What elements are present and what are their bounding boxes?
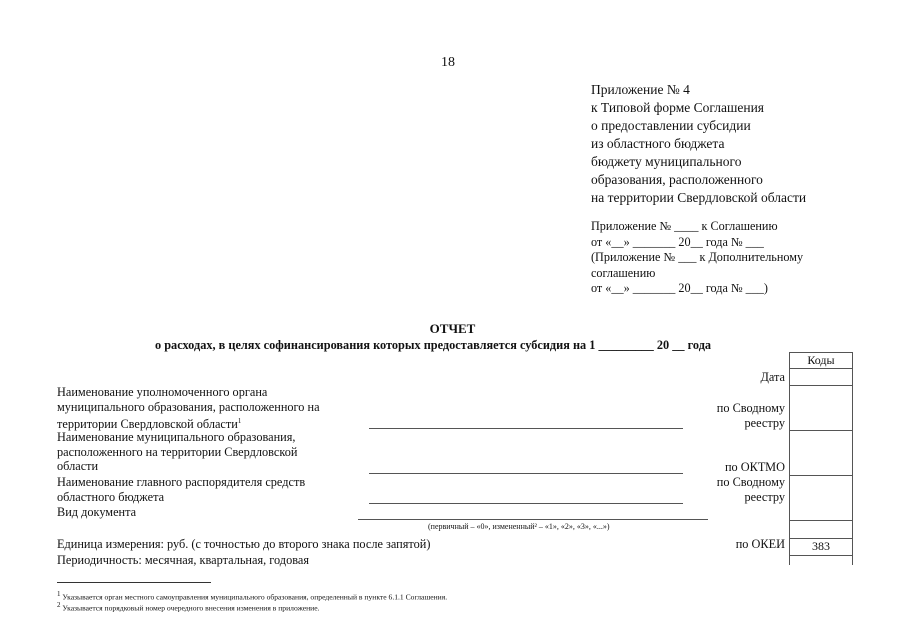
unit-label: Единица измерения: руб. (с точностью до второго знака после запятой) — [57, 537, 431, 551]
municipality-input-line[interactable] — [369, 473, 683, 474]
manager-label-line: Наименование главного распорядителя средств — [57, 475, 306, 489]
agreement-line: соглашению — [591, 265, 656, 280]
municipality-label — [57, 430, 297, 474]
appendix-heading — [591, 81, 806, 207]
date-label: Дата — [760, 370, 785, 384]
registry-label-line: реестру — [744, 415, 785, 430]
appendix-line: Приложение № 4 — [591, 82, 690, 97]
oktmo-label: по ОКТМО — [724, 460, 785, 474]
code-cell-okei: 383 — [790, 538, 852, 556]
doc-type-label: Вид документа — [57, 505, 137, 519]
appendix-line: на территории Свердловской области — [591, 190, 807, 205]
registry-label-line: реестру — [744, 489, 785, 504]
agreement-reference — [591, 219, 803, 297]
periodicity-label: Периодичность: месячная, квартальная, годовая — [57, 553, 309, 567]
agreement-line: Приложение № ____ к Соглашению — [591, 219, 778, 233]
registry-label-line: по Сводному — [716, 475, 785, 489]
appendix-line: о предоставлении субсидии — [591, 118, 751, 133]
appendix-line: образования, расположенного — [591, 172, 763, 187]
codes-column — [789, 352, 853, 565]
manager-label — [57, 475, 305, 504]
page-number: 18 — [441, 55, 455, 70]
footnote-text: Указывается порядковый номер очередного внесения изменения в приложение. — [62, 603, 320, 613]
doc-type-hint: (первичный – «0», измененный² – «1», «2», «3», «...») — [428, 522, 610, 531]
report-subtitle: о расходах, в целях софинансирования которых предоставляется субсидия на 1 _________ 20 __ года — [155, 338, 712, 352]
municipality-label-line: расположенного на территории Свердловской — [57, 444, 298, 459]
footnote-mark: 1 — [237, 417, 242, 425]
agreement-line: от «__» _______ 20__ года № ___) — [591, 281, 768, 295]
footnote-rule — [57, 582, 211, 583]
agreement-line: (Приложение № ___ к Дополнительному — [591, 250, 804, 264]
code-cell-registry-authority[interactable] — [790, 385, 852, 430]
authority-label-line: муниципального образования, расположенного на — [57, 399, 320, 414]
footnote-mark: 2 — [57, 601, 61, 609]
code-cell-registry-manager[interactable] — [790, 475, 852, 520]
registry-label-authority — [717, 401, 785, 430]
registry-label-line: по Сводному — [716, 401, 785, 415]
code-cell-date[interactable] — [790, 368, 852, 385]
code-cell-oktmo[interactable] — [790, 430, 852, 475]
municipality-label-line: Наименование муниципального образования, — [57, 430, 296, 444]
code-cell-doc-type[interactable] — [790, 520, 852, 538]
okei-label: по ОКЕИ — [735, 537, 785, 551]
manager-label-line: областного бюджета — [57, 489, 165, 504]
report-title: ОТЧЕТ — [429, 321, 476, 336]
authority-label-line: Наименование уполномоченного органа — [57, 385, 268, 399]
appendix-line: бюджету муниципального — [591, 154, 742, 169]
footnote-1 — [57, 590, 447, 602]
footnote-mark: 1 — [57, 590, 61, 598]
agreement-line: от «__» _______ 20__ года № ___ — [591, 234, 764, 249]
appendix-line: к Типовой форме Соглашения — [591, 100, 765, 115]
appendix-line: из областного бюджета — [591, 136, 725, 151]
manager-input-line[interactable] — [369, 503, 683, 504]
authority-label — [57, 385, 320, 432]
authority-input-line[interactable] — [369, 428, 683, 429]
municipality-label-line: области — [57, 459, 99, 473]
footnote-text: Указывается орган местного самоуправления муниципального образования, определенный в пункте 6.1.1 Соглашения. — [62, 592, 448, 602]
registry-label-manager — [717, 475, 785, 504]
codes-header: Коды — [790, 352, 852, 368]
authority-label-line: территории Свердловской области$^1$ — [57, 417, 242, 432]
doc-type-input-line[interactable] — [358, 519, 708, 520]
footnote-2 — [57, 601, 319, 613]
